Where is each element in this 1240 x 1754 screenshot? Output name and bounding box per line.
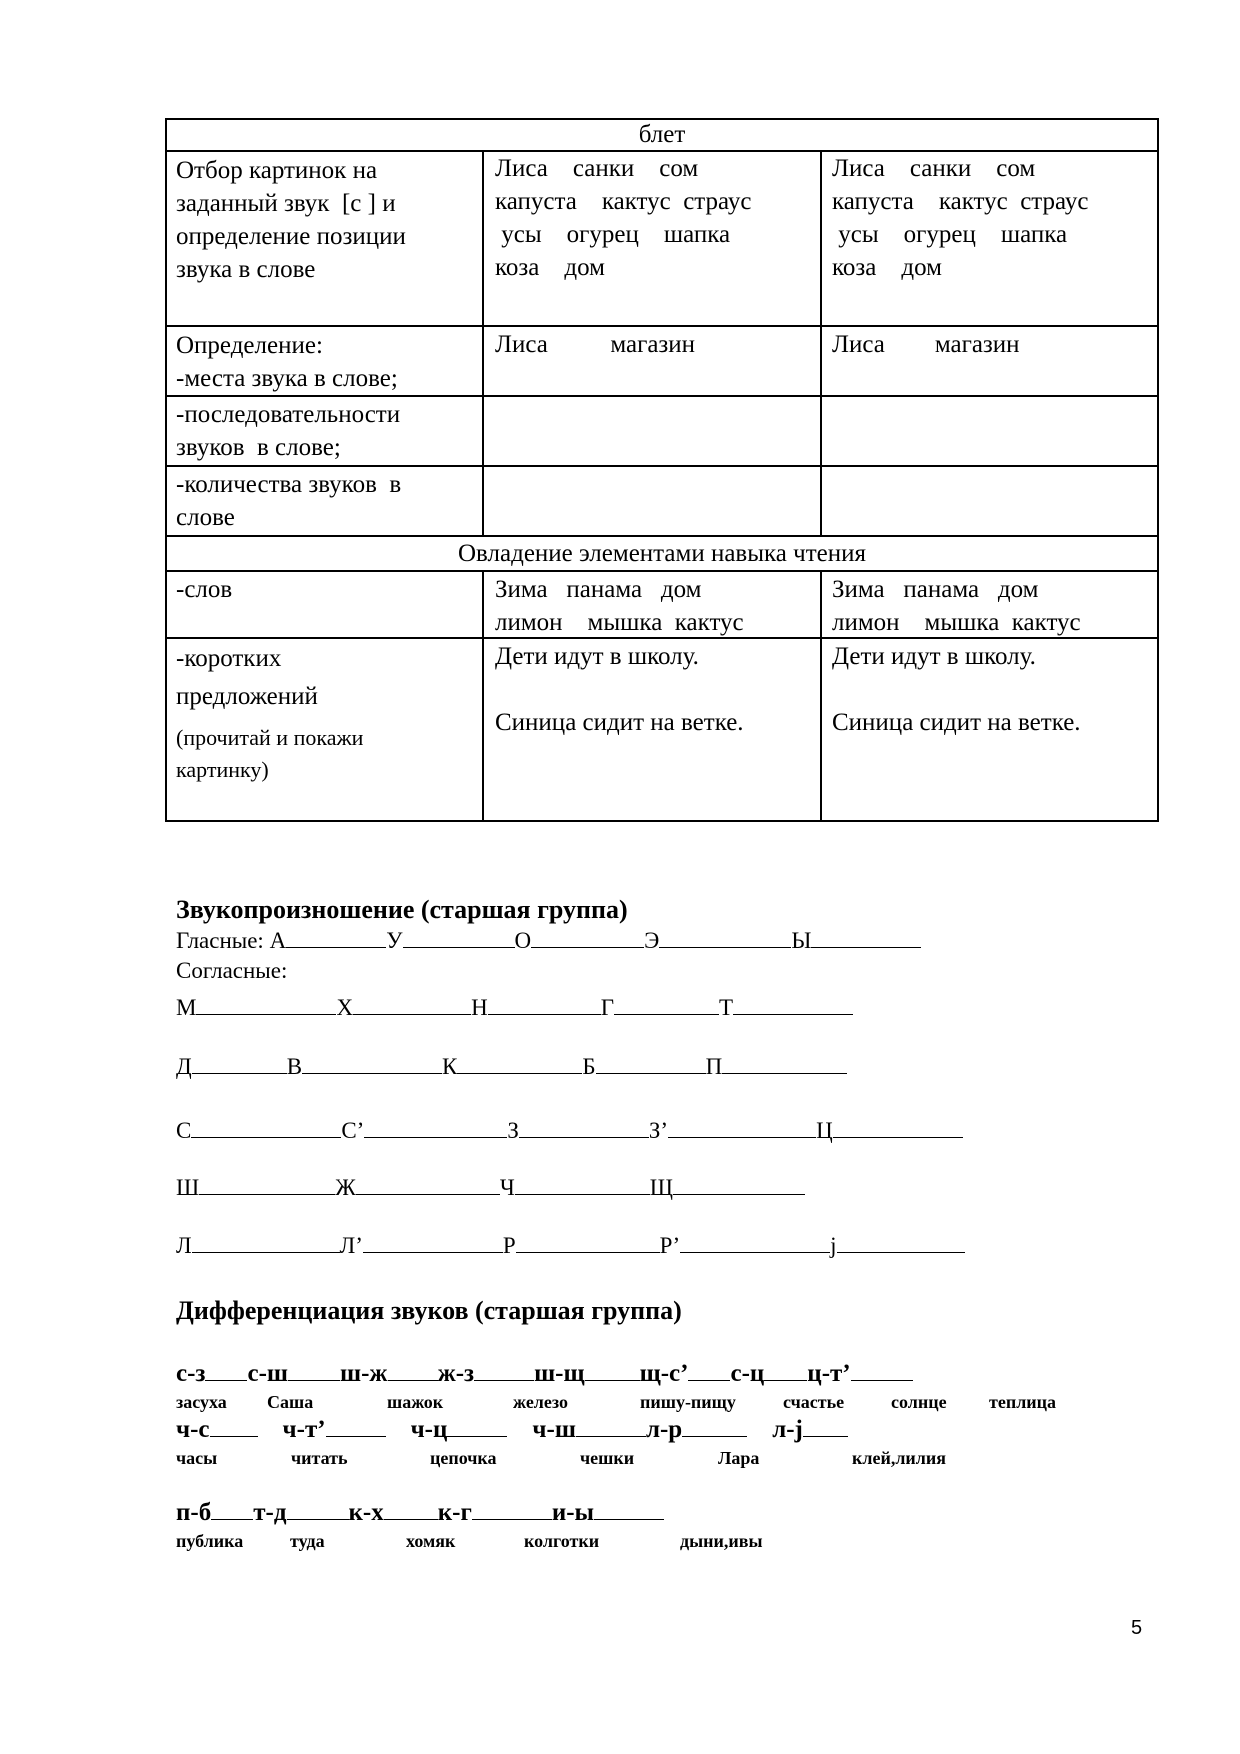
table-cell-task: -коротких предложений (прочитай и покажи картинку) — [176, 645, 364, 782]
example-word: солнце — [891, 1392, 947, 1412]
table-cell-sentences: Дети идут в школу. Синица сидит на ветке. — [495, 643, 744, 736]
consonant-row: М Х Н Г Т — [176, 992, 853, 1021]
table-cell-words: Зима панама дом лимон мышка кактус — [495, 576, 744, 636]
table-cell-words: Лиса санки сом капуста кактус страус усы огурец шапка коза дом — [495, 155, 752, 281]
example-word: шажок — [387, 1392, 444, 1412]
table-rule — [165, 325, 1159, 327]
differentiation-pairs-row: ч-с ч-т’ ч-ц ч-ш л-р л-j — [176, 1414, 848, 1444]
example-word: дыни,ивы — [680, 1531, 763, 1551]
vowel: Ы — [791, 928, 812, 953]
consonant-row: Д В К Б П — [176, 1051, 847, 1080]
differentiation-pairs-row: п-б т-д к-х к-г и-ы — [176, 1497, 664, 1527]
table-cell-task: Отбор картинок на заданный звук [с ] и определение позиции звука в слове — [176, 157, 406, 283]
example-word: хомяк — [406, 1531, 456, 1551]
differentiation-pairs-row: с-з с-ш ш-ж ж-з ш-щ щ-с’ с-ц ц-т’ — [176, 1358, 913, 1388]
vowel: Э — [644, 928, 660, 953]
table-section-header: Овладение элементами навыка чтения — [458, 540, 866, 567]
vowels-label: Гласные: — [176, 928, 264, 953]
table-rule — [165, 570, 1159, 572]
table-cell-task: Определение: -места звука в слове; — [176, 332, 398, 392]
example-word: цепочка — [430, 1448, 497, 1468]
example-word: теплица — [989, 1392, 1057, 1412]
consonant-row: С С’ З З’ Ц — [176, 1115, 963, 1144]
example-word: Лара — [718, 1448, 760, 1468]
example-word: клей,лилия — [852, 1448, 947, 1468]
consonants-label: Согласные: — [176, 958, 288, 983]
consonant-row: Ш Ж Ч Щ — [176, 1172, 805, 1201]
example-word: чешки — [580, 1448, 635, 1468]
example-word: Саша — [267, 1392, 314, 1412]
example-word: читать — [291, 1448, 348, 1468]
table-rule — [165, 535, 1159, 537]
page-number: 5 — [1131, 1617, 1143, 1639]
table-cell-words: Зима панама дом лимон мышка кактус — [832, 576, 1081, 636]
vowel: О — [514, 928, 532, 953]
example-word: туда — [290, 1531, 325, 1551]
example-word: публика — [176, 1531, 244, 1551]
table-top-fragment: блет — [638, 121, 686, 148]
table-cell-task: -слов — [176, 576, 233, 603]
table-cell-task: -последовательности звуков в слове; — [176, 401, 401, 461]
table-rule — [165, 465, 1159, 467]
table-rule — [482, 150, 484, 536]
example-word: пишу-пищу — [640, 1392, 736, 1412]
example-word: железо — [513, 1392, 569, 1412]
vowel: У — [386, 928, 403, 953]
vowels-line — [176, 925, 921, 954]
table-cell-words: Лиса магазин — [832, 331, 1020, 358]
table-rule — [165, 395, 1159, 397]
example-word: счастье — [783, 1392, 845, 1412]
table-cell-sentences: Дети идут в школу. Синица сидит на ветке. — [832, 643, 1081, 736]
table-cell-task: -количества звуков в слове — [176, 471, 402, 531]
table-cell-words: Лиса магазин — [495, 331, 696, 358]
table-rule — [820, 150, 822, 536]
example-word: колготки — [524, 1531, 600, 1551]
consonant-row: Л Л’ Р Р’ j — [176, 1230, 965, 1259]
vowel: А — [269, 928, 287, 953]
example-word: часы — [176, 1448, 218, 1468]
example-word: засуха — [176, 1392, 227, 1412]
table-rule — [482, 570, 484, 822]
pronunciation-heading: Звукопроизношение (старшая группа) — [176, 895, 628, 924]
table-rule — [820, 570, 822, 822]
differentiation-heading: Дифференциация звуков (старшая группа) — [176, 1296, 682, 1325]
table-cell-words: Лиса санки сом капуста кактус страус усы огурец шапка коза дом — [832, 155, 1089, 281]
